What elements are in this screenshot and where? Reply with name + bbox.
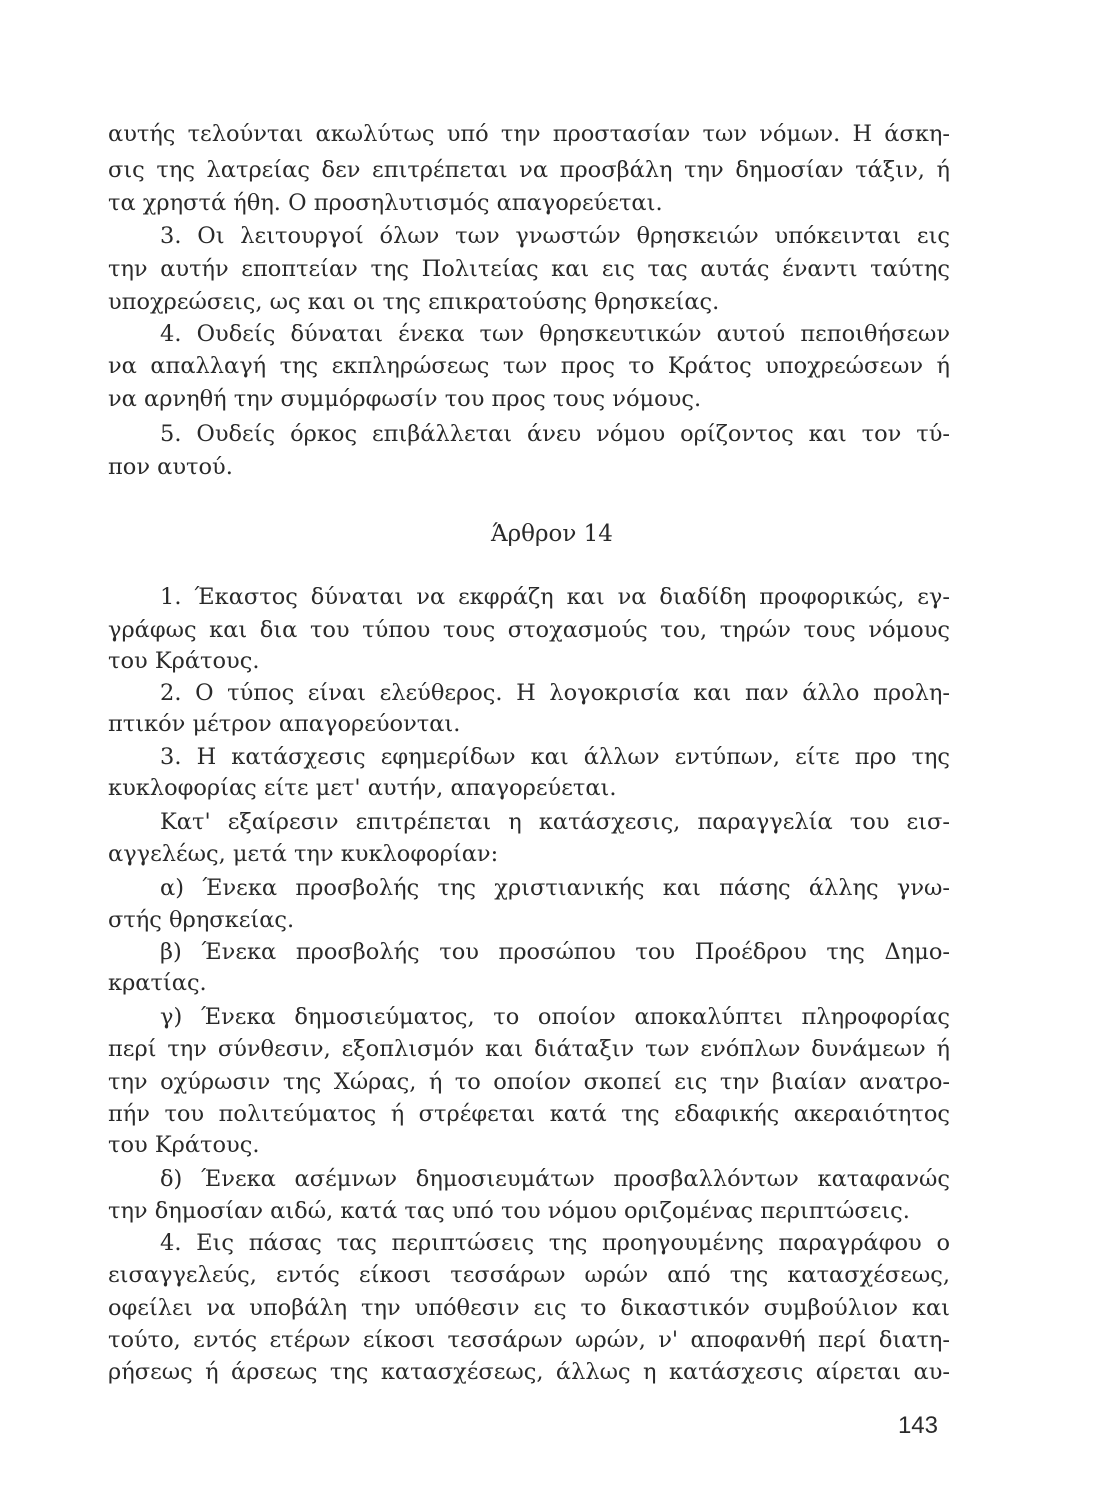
text-line: εισαγγελεύς, εντός είκοσι τεσσάρων ωρών από της κατασχέσεως, [108,1262,950,1288]
text-line: γ) Ένεκα δημοσιεύματος, το οποίον αποκαλύπτει πληροφορίας [160,1004,950,1030]
text-line: πτικόν μέτρον απαγορεύονται. [108,711,461,737]
text-line: αυτής τελούνται ακωλύτως υπό την προστασίαν των νόμων. Η άσκη- [108,121,950,147]
text-line: την αυτήν εποπτείαν της Πολιτείας και εις τας αυτάς έναντι ταύτης [108,256,950,282]
text-line: τούτο, εντός ετέρων είκοσι τεσσάρων ωρών, ν' αποφανθή περί διατη- [108,1327,950,1353]
text-line: σις της λατρείας δεν επιτρέπεται να προσβάλη την δημοσίαν τάξιν, ή [108,157,950,183]
text-line: υποχρεώσεις, ως και οι της επικρατούσης θρησκείας. [108,289,720,315]
text-line: του Κράτους. [108,1132,260,1158]
text-line: τα χρηστά ήθη. Ο προσηλυτισμός απαγορεύεται. [108,190,663,216]
text-line: την οχύρωσιν της Χώρας, ή το οποίον σκοπεί εις την βιαίαν ανατρο- [108,1069,950,1095]
text-line: ρήσεως ή άρσεως της κατασχέσεως, άλλως η κατάσχεσις αίρεται αυ- [108,1359,950,1385]
text-line: να αρνηθή την συμμόρφωσίν του προς τους νόμους. [108,386,702,412]
text-line: να απαλλαγή της εκπληρώσεως των προς το Κράτος υποχρεώσεων ή [108,353,950,379]
text-line: γράφως και δια του τύπου τους στοχασμούς του, τηρών τους νόμους [108,617,950,643]
text-line: Κατ' εξαίρεσιν επιτρέπεται η κατάσχεσις, παραγγελία του εισ- [160,809,950,835]
text-line: αγγελέως, μετά την κυκλοφορίαν: [108,841,499,867]
text-line: πήν του πολιτεύματος ή στρέφεται κατά της εδαφικής ακεραιότητος [108,1101,950,1127]
text-line: 3. Οι λειτουργοί όλων των γνωστών θρησκειών υπόκεινται εις [160,223,950,249]
text-line: οφείλει να υποβάλη την υπόθεσιν εις το δικαστικόν συμβούλιον και [108,1295,950,1321]
text-line: την δημοσίαν αιδώ, κατά τας υπό του νόμου οριζομένας περιπτώσεις. [108,1198,910,1224]
text-line: 5. Ουδείς όρκος επιβάλλεται άνευ νόμου ορίζοντος και τον τύ- [160,421,950,447]
text-line: 4. Ουδείς δύναται ένεκα των θρησκευτικών αυτού πεποιθήσεων [160,321,950,347]
text-line: 1. Έκαστος δύναται να εκφράζη και να διαδίδη προφορικώς, εγ- [160,584,950,610]
text-line: 2. Ο τύπος είναι ελεύθερος. Η λογοκρισία και παν άλλο προλη- [160,680,950,706]
text-line: δ) Ένεκα ασέμνων δημοσιευμάτων προσβαλλόντων καταφανώς [160,1166,950,1192]
text-line: 3. Η κατάσχεσις εφημερίδων και άλλων εντύπων, είτε προ της [160,744,950,770]
text-line: κρατίας. [108,970,207,996]
text-line: περί την σύνθεσιν, εξοπλισμόν και διάταξιν των ενόπλων δυνάμεων ή [108,1036,950,1062]
text-line: 4. Εις πάσας τας περιπτώσεις της προηγουμένης παραγράφου ο [160,1230,950,1256]
page-number: 143 [897,1412,938,1439]
text-line: του Κράτους. [108,648,260,674]
text-line: πον αυτού. [108,454,233,480]
text-line: α) Ένεκα προσβολής της χριστιανικής και πάσης άλλης γνω- [160,875,950,901]
text-line: β) Ένεκα προσβολής του προσώπου του Προέδρου της Δημο- [160,939,950,965]
text-line: κυκλοφορίας είτε μετ' αυτήν, απαγορεύεται. [108,775,617,801]
text-line: στής θρησκείας. [108,907,295,933]
article-heading: Άρθρον 14 [491,521,613,547]
